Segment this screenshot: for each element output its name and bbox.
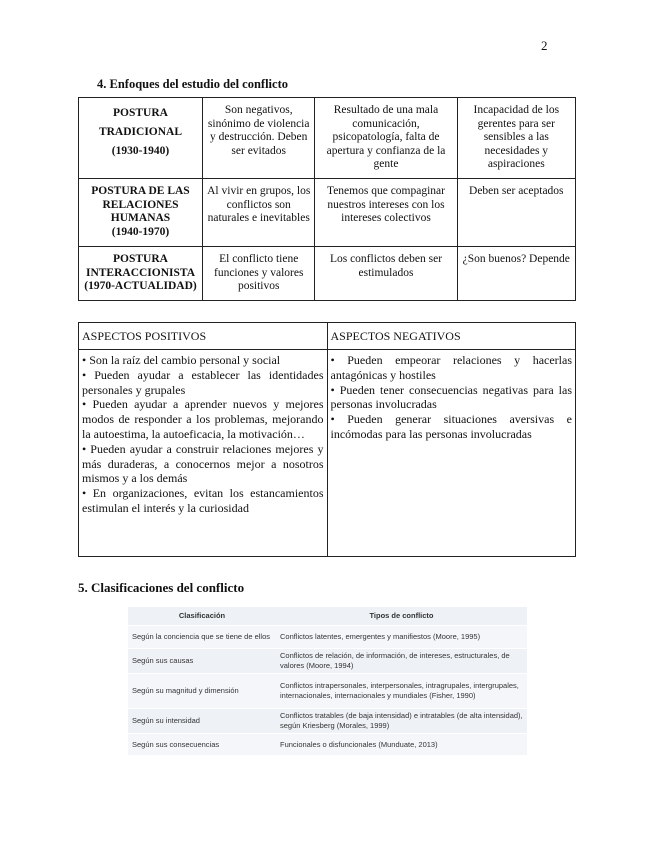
list-item: • Pueden tener consecuencias negativas para las personas involucradas — [330, 382, 572, 412]
column-header: Clasificación — [128, 607, 276, 626]
table-header-row — [128, 607, 527, 626]
table-cell: Al vivir en grupos, los conflictos son naturales e inevitables — [203, 179, 315, 247]
posture-cell — [79, 98, 203, 179]
negative-list — [327, 350, 576, 557]
positive-list — [79, 350, 328, 557]
table-cell: Los conflictos deben ser estimulados — [315, 247, 457, 301]
column-header: Tipos de conflicto — [276, 607, 527, 626]
table-row — [79, 247, 576, 301]
table-row — [128, 709, 527, 734]
posture-line: POSTURA INTERACCIONISTA — [85, 253, 196, 279]
posture-line: TRADICIONAL — [98, 126, 183, 138]
table-row — [79, 98, 576, 179]
classification-table — [128, 607, 527, 756]
list-item: • Pueden generar situaciones aversivas e incómodas para las personas involucradas — [330, 412, 572, 441]
table-cell: Según la conciencia que se tiene de ellos — [128, 626, 276, 649]
list-item: • Pueden ayudar a establecer las identidades personales y grupales — [82, 367, 324, 397]
posture-line: (1970-ACTUALIDAD) — [84, 280, 197, 292]
table-row — [79, 179, 576, 247]
table-row — [128, 734, 527, 756]
table-cell: Conflictos tratables (de baja intensidad) e intratables (de alta intensidad), según Kriesberg (Morales, 1999) — [276, 709, 527, 734]
page-number: 2 — [541, 38, 548, 53]
table-cell: Incapacidad de los gerentes para ser sensibles a las necesidades y aspiraciones — [457, 98, 575, 179]
table-row — [128, 674, 527, 709]
posture-line: (1940-1970) — [111, 225, 170, 238]
list-item: • Son la raíz del cambio personal y social — [82, 353, 281, 367]
posture-line: (1930-1940) — [111, 145, 170, 157]
list-item: • Pueden ayudar a construir relaciones mejores y más duraderas, a conocernos mejor a nosotros mismos y a los demás — [82, 441, 324, 486]
table-cell: Son negativos, sinónimo de violencia y destrucción. Deben ser evitados — [203, 98, 315, 179]
posture-cell — [79, 247, 203, 301]
posture-cell — [79, 179, 203, 247]
table-row — [128, 649, 527, 674]
table-cell: Deben ser aceptados — [457, 179, 575, 247]
list-item: • Pueden ayudar a aprender nuevos y mejores modos de responder a los problemas, mejorando la autoestima, la autoeficacia, la motivación… — [82, 397, 324, 441]
table-cell: Según sus causas — [128, 649, 276, 674]
table-cell: Según su intensidad — [128, 709, 276, 734]
table-cell: Según sus consecuencias — [128, 734, 276, 756]
posture-line: POSTURA DE LAS RELACIONES HUMANAS — [91, 185, 190, 224]
section-4-heading: 4. Enfoques del estudio del conflicto — [97, 77, 288, 91]
table-cell: Funcionales o disfuncionales (Munduate, 2013) — [276, 734, 527, 756]
table-cell: El conflicto tiene funciones y valores positivos — [203, 247, 315, 301]
aspects-table — [78, 322, 576, 557]
table-cell: Resultado de una mala comunicación, psicopatología, falta de apertura y confianza de la gente — [315, 98, 457, 179]
posture-line: POSTURA — [113, 107, 168, 119]
approaches-table — [78, 97, 576, 301]
table-header-row — [79, 323, 576, 350]
table-cell: Conflictos intrapersonales, interpersonales, intragrupales, intergrupales, internacionales, internacionales y mundiales (Fisher, 1990) — [276, 674, 527, 709]
positive-header: ASPECTOS POSITIVOS — [79, 323, 328, 350]
table-cell: Tenemos que compaginar nuestros intereses con los intereses colectivos — [315, 179, 457, 247]
list-item: • Pueden empeorar relaciones y hacerlas antagónicas y hostiles — [330, 353, 572, 382]
list-item: • En organizaciones, evitan los estancamientos estimulan el interés y la curiosidad — [82, 486, 324, 515]
negative-header: ASPECTOS NEGATIVOS — [327, 323, 576, 350]
table-row — [128, 626, 527, 649]
table-cell: Conflictos de relación, de información, de intereses, estructurales, de valores (Moore, 1994) — [276, 649, 527, 674]
section-5-heading: 5. Clasificaciones del conflicto — [78, 580, 245, 595]
table-cell: ¿Son buenos? Depende — [457, 247, 575, 301]
table-cell: Conflictos latentes, emergentes y manifiestos (Moore, 1995) — [276, 626, 527, 649]
table-row — [79, 350, 576, 557]
table-cell: Según su magnitud y dimensión — [128, 674, 276, 709]
